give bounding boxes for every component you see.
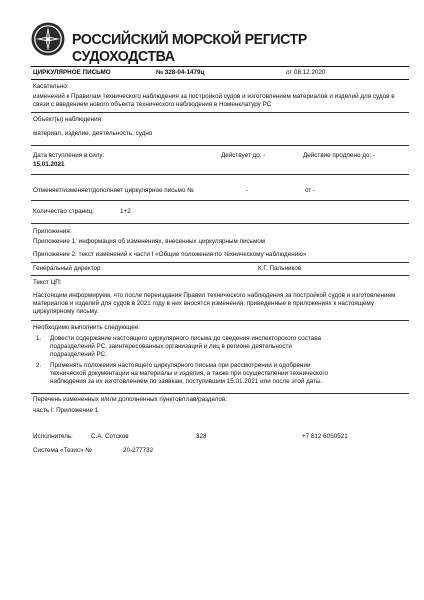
divider	[31, 262, 409, 263]
action-line: Применять положения настоящего циркулярного письма при рассмотрении и одобрении	[50, 362, 311, 369]
cancels-label: Отменяет/изменяет/дополняет циркулярное письмо №	[33, 187, 194, 194]
actions-label: Необходимо выполнить следующее:	[33, 324, 140, 331]
signatory-title: Генеральный директор	[33, 265, 101, 272]
executor-name: С.А. Сотсков	[91, 433, 129, 440]
body-label: Текст ЦП:	[33, 279, 62, 286]
attachment-item: Приложение 1: информация об изменениях, внесенных циркулярным письмом	[33, 238, 266, 245]
extended-until: Действие продлено до: -	[303, 152, 376, 159]
body-text: Настоящим информируем, что после переиздания Правил технического наблюдения за постройкой судов и изготовлением материалов и изделий для судов в 2021 году в них вносятся изменения, приведенные в приложениях к настоящему циркулярному письму.	[33, 292, 396, 316]
action-number: 2.	[36, 362, 42, 369]
subject-text: изменений к Правилам технического наблюдения за постройкой судов и изготовлением материалов и изделий для судов в связи с введением нового объекта технического наблюдения в Номенклатуру РС	[33, 93, 395, 109]
divider	[31, 275, 409, 276]
cancels-from: от -	[305, 187, 316, 194]
valid-until: Действует до: -	[221, 152, 266, 159]
objects-label: Объект(ы) наблюдения:	[33, 116, 103, 123]
divider	[31, 320, 409, 321]
attachments-label: Приложения:	[33, 228, 72, 235]
action-number: 1.	[36, 335, 42, 342]
changes-text: часть I: Приложение 1	[33, 407, 99, 414]
divider	[31, 66, 409, 67]
action-line: подразделений РС, заинтересованных организаций и лиц в регионе деятельности	[50, 343, 292, 351]
signatory-name: К.Г. Пальников	[258, 265, 302, 272]
action-item	[50, 335, 408, 360]
subject-label: Касательно:	[33, 83, 69, 90]
attachment-item: Приложение 2: текст изменений к части I «Общие положения по техническому наблюдению»	[33, 251, 307, 258]
divider	[31, 145, 409, 146]
letter-type: ЦИРКУЛЯРНОЕ ПИСЬМО	[33, 69, 111, 76]
rs-logo-icon	[31, 22, 65, 56]
system-label: Система «Тезис» №	[33, 447, 93, 454]
effective-date: 15.01.2021	[33, 161, 65, 168]
divider	[31, 79, 409, 80]
effective-date-label: Дата вступления в силу:	[33, 152, 105, 159]
letter-number: № 328-04-1479ц	[156, 69, 205, 76]
action-line: наблюдения за их изготовлением по заявкам, поступившим 15.01.2021 или после этой даты.	[50, 378, 323, 386]
executor-label: Исполнитель:	[33, 433, 73, 440]
divider	[31, 174, 409, 175]
executor-phone: +7 812 6050521	[302, 433, 348, 440]
changes-label: Перечень измененных и/или дополненных пунктов/глав/разделов:	[33, 396, 228, 403]
action-line: технической документации на материалы и изделия, а также при осуществлении технического	[50, 370, 329, 378]
organization-name: РОССИЙСКИЙ МОРСКОЙ РЕГИСТР СУДОХОДСТВА	[72, 31, 307, 65]
cancels-number: -	[246, 187, 249, 194]
pages-value: 1+2	[120, 208, 131, 215]
objects-text: материал, изделие, деятельность, судно	[33, 130, 153, 137]
pages-label: Количество страниц:	[33, 208, 94, 215]
executor-ext: 328	[196, 433, 207, 440]
action-line: подразделений РС.	[50, 351, 107, 359]
divider	[31, 223, 409, 224]
divider	[31, 112, 409, 113]
letter-date: от 08.12.2020	[286, 69, 326, 76]
system-number: 20-277732	[123, 447, 154, 454]
divider	[31, 393, 409, 394]
action-item	[50, 362, 408, 387]
action-line: Довести содержание настоящего циркулярного письма до сведения инспекторского состава	[50, 335, 321, 342]
divider	[31, 200, 409, 201]
